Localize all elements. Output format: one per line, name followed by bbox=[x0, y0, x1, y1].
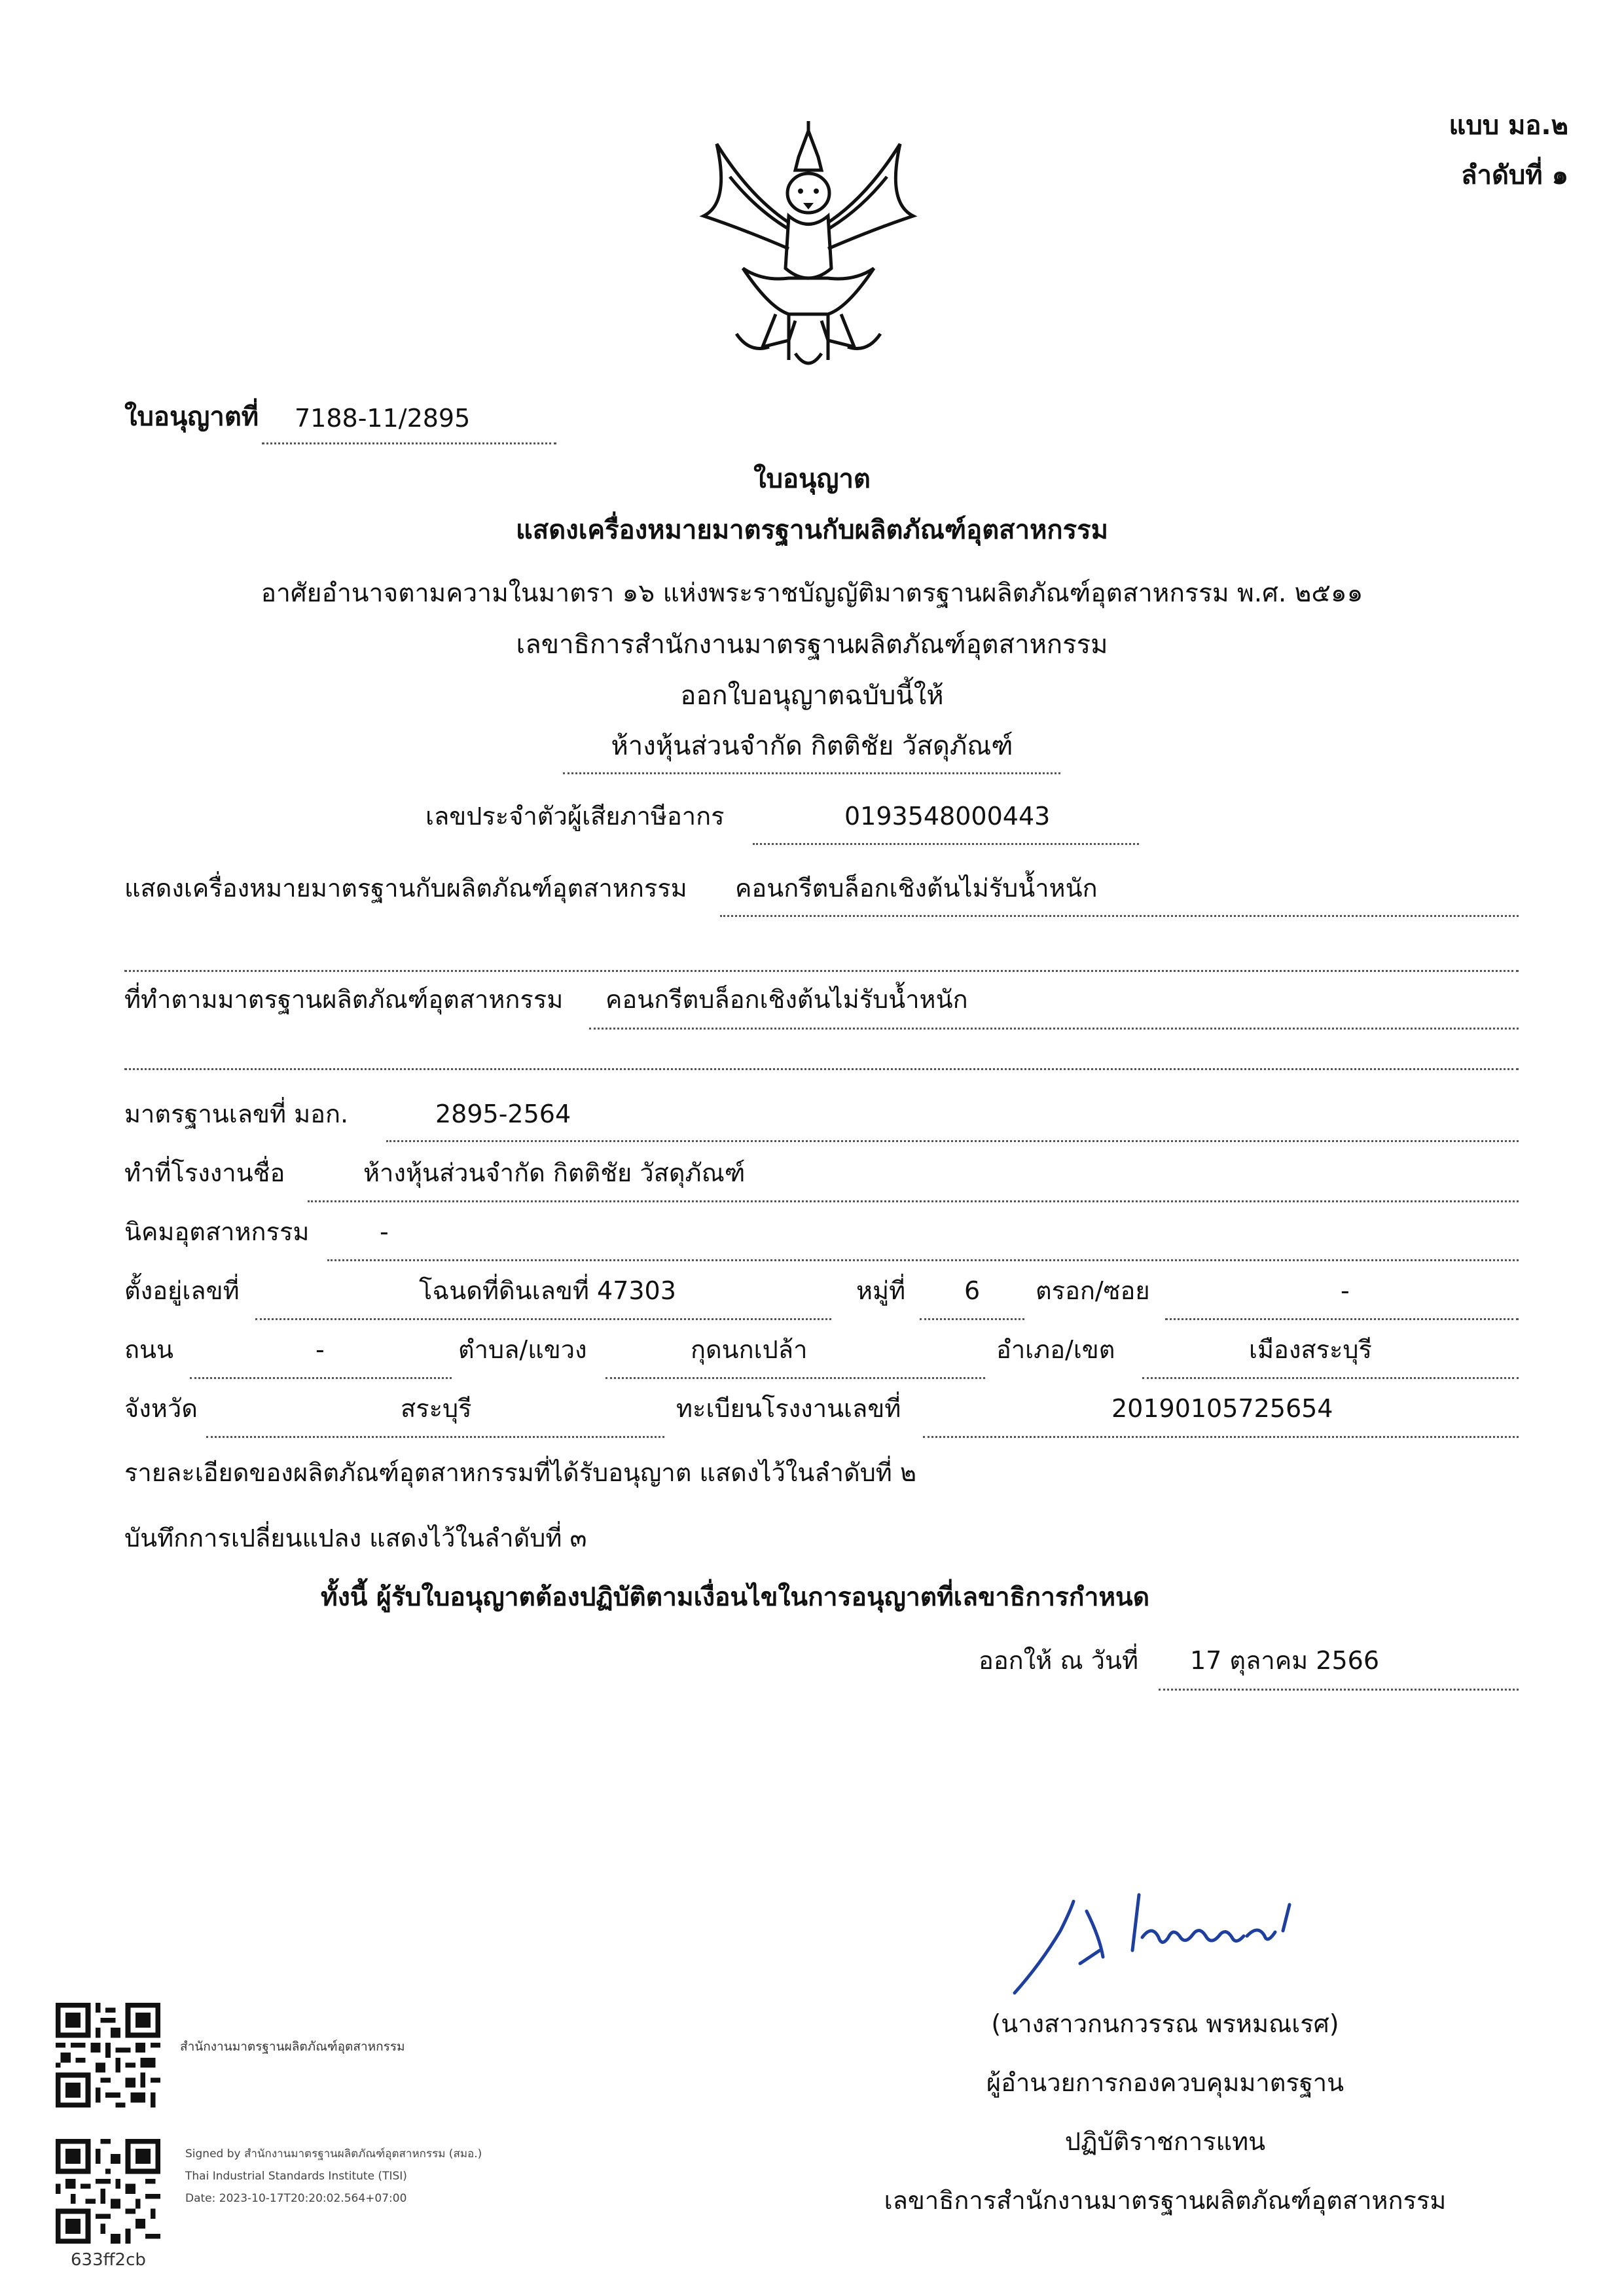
form-code: แบบ มอ.๒ bbox=[1449, 111, 1568, 141]
address-district-label: อำเภอ/เขต bbox=[996, 1335, 1115, 1364]
footer-agency: สำนักงานมาตรฐานผลิตภัณฑ์อุตสาหกรรม bbox=[180, 2039, 405, 2054]
footer-institute: Thai Industrial Standards Institute (TISI) bbox=[185, 2170, 407, 2183]
standard-scope-label: ที่ทำตามมาตรฐานผลิตภัณฑ์อุตสาหกรรม bbox=[124, 985, 564, 1014]
product-dotted-line-2 bbox=[124, 970, 1519, 972]
product-value: คอนกรีตบล็อกเชิงต้นไม่รับน้ำหนัก bbox=[735, 874, 1098, 903]
doc-title: ใบอนุญาต bbox=[753, 464, 871, 494]
address-road-value: - bbox=[316, 1335, 325, 1364]
signatory-position: ผู้อำนวยการกองควบคุมมาตรฐาน bbox=[986, 2068, 1344, 2097]
factory-label: ทำที่โรงงานชื่อ bbox=[124, 1158, 285, 1187]
product-dotted-line bbox=[720, 915, 1519, 917]
address-road-label: ถนน bbox=[124, 1335, 173, 1364]
address-district-dotted-line bbox=[1142, 1377, 1519, 1379]
issue-date-dotted-line bbox=[1159, 1689, 1519, 1691]
standard-no-dotted-line bbox=[386, 1140, 1519, 1142]
signatory-office: เลขาธิการสำนักงานมาตรฐานผลิตภัณฑ์อุตสาหกรรม bbox=[884, 2186, 1447, 2215]
issue-date-value: 17 ตุลาคม 2566 bbox=[1190, 1646, 1379, 1675]
footer-signed-by: Signed by สำนักงานมาตรฐานผลิตภัณฑ์อุตสาหกรรม (สมอ.) bbox=[185, 2147, 482, 2161]
estate-dotted-line bbox=[327, 1259, 1519, 1261]
estate-value: - bbox=[380, 1217, 389, 1246]
standard-scope-dotted-line bbox=[589, 1028, 1519, 1030]
factory-value: ห้างหุ้นส่วนจำกัด กิตติชัย วัสดุภัณฑ์ bbox=[363, 1158, 746, 1187]
license-no-dotted-line bbox=[262, 442, 556, 444]
address-subdistrict-value: กุดนกเปล้า bbox=[691, 1335, 808, 1364]
address-no-value: โฉนดที่ดินเลขที่ 47303 bbox=[419, 1276, 676, 1305]
factory-dotted-line bbox=[308, 1200, 1519, 1202]
garuda-emblem-icon bbox=[691, 118, 926, 380]
licensee-name: ห้างหุ้นส่วนจำกัด กิตติชัย วัสดุภัณฑ์ bbox=[611, 731, 1013, 761]
authority-line: อาศัยอำนาจตามความในมาตรา ๑๖ แห่งพระราชบัญญัติมาตรฐานผลิตภัณฑ์อุตสาหกรรม พ.ศ. ๒๕๑๑ bbox=[261, 579, 1363, 608]
signature-image bbox=[1001, 1885, 1309, 2003]
address-province-dotted-line bbox=[206, 1436, 664, 1438]
address-moo-dotted-line bbox=[920, 1318, 1024, 1320]
signatory-acting: ปฏิบัติราชการแทน bbox=[1064, 2127, 1266, 2156]
condition-note: ทั้งนี้ ผู้รับใบอนุญาตต้องปฏิบัติตามเงื่อนไขในการอนุญาตที่เลขาธิการกำหนด bbox=[321, 1583, 1150, 1612]
tax-id-label: เลขประจำตัวผู้เสียภาษีอากร bbox=[425, 802, 725, 831]
changes-note: บันทึกการเปลี่ยนแปลง แสดงไว้ในลำดับที่ ๓ bbox=[124, 1524, 587, 1552]
standard-scope-value: คอนกรีตบล็อกเชิงต้นไม่รับน้ำหนัก bbox=[605, 985, 968, 1014]
license-no-label: ใบอนุญาตที่ bbox=[124, 402, 259, 432]
issue-to-line: ออกใบอนุญาตฉบับนี้ให้ bbox=[680, 681, 944, 711]
issue-date-label: ออกให้ ณ วันที่ bbox=[979, 1646, 1139, 1675]
address-moo-label: หมู่ที่ bbox=[856, 1276, 906, 1305]
address-road-dotted-line bbox=[190, 1377, 452, 1379]
footer-hash: 633ff2cb bbox=[71, 2250, 146, 2270]
address-no-label: ตั้งอยู่เลขที่ bbox=[124, 1276, 240, 1305]
detail-note: รายละเอียดของผลิตภัณฑ์อุตสาหกรรมที่ได้รับอนุญาต แสดงไว้ในลำดับที่ ๒ bbox=[124, 1458, 916, 1487]
tax-id-dotted-line bbox=[753, 843, 1139, 845]
doc-subtitle: แสดงเครื่องหมายมาตรฐานกับผลิตภัณฑ์อุตสาหกรรม bbox=[516, 515, 1108, 545]
standard-no-value: 2895-2564 bbox=[435, 1100, 571, 1128]
estate-label: นิคมอุตสาหกรรม bbox=[124, 1217, 310, 1246]
licensee-dotted-line bbox=[563, 772, 1060, 774]
address-district-value: เมืองสระบุรี bbox=[1249, 1335, 1372, 1364]
address-subdistrict-dotted-line bbox=[605, 1377, 985, 1379]
address-soi-dotted-line bbox=[1165, 1318, 1519, 1320]
license-no-value: 7188-11/2895 bbox=[295, 404, 471, 433]
tax-id-value: 0193548000443 bbox=[844, 802, 1051, 831]
address-moo-value: 6 bbox=[964, 1276, 981, 1305]
product-label: แสดงเครื่องหมายมาตรฐานกับผลิตภัณฑ์อุตสาหกรรม bbox=[124, 874, 687, 903]
address-province-value: สระบุรี bbox=[401, 1394, 472, 1423]
address-reg-value: 20190105725654 bbox=[1111, 1394, 1333, 1423]
address-soi-value: - bbox=[1341, 1276, 1350, 1305]
address-reg-dotted-line bbox=[923, 1436, 1519, 1438]
digital-signature-qr-icon bbox=[56, 2139, 160, 2244]
address-reg-label: ทะเบียนโรงงานเลขที่ bbox=[676, 1394, 901, 1423]
address-subdistrict-label: ตำบล/แขวง bbox=[458, 1335, 587, 1364]
form-sequence: ลำดับที่ ๑ bbox=[1460, 160, 1568, 190]
signatory-name: (นางสาวกนกวรรณ พรหมณเรศ) bbox=[991, 2009, 1339, 2038]
standard-no-label: มาตรฐานเลขที่ มอก. bbox=[124, 1100, 349, 1128]
address-soi-label: ตรอก/ซอย bbox=[1036, 1276, 1150, 1305]
standard-scope-dotted-line-2 bbox=[124, 1068, 1519, 1070]
address-no-dotted-line bbox=[255, 1318, 831, 1320]
address-province-label: จังหวัด bbox=[124, 1394, 198, 1423]
qr-code-icon bbox=[56, 2003, 160, 2108]
footer-date: Date: 2023-10-17T20:20:02.564+07:00 bbox=[185, 2192, 407, 2205]
issuer-line: เลขาธิการสำนักงานมาตรฐานผลิตภัณฑ์อุตสาหกรรม bbox=[516, 630, 1108, 660]
